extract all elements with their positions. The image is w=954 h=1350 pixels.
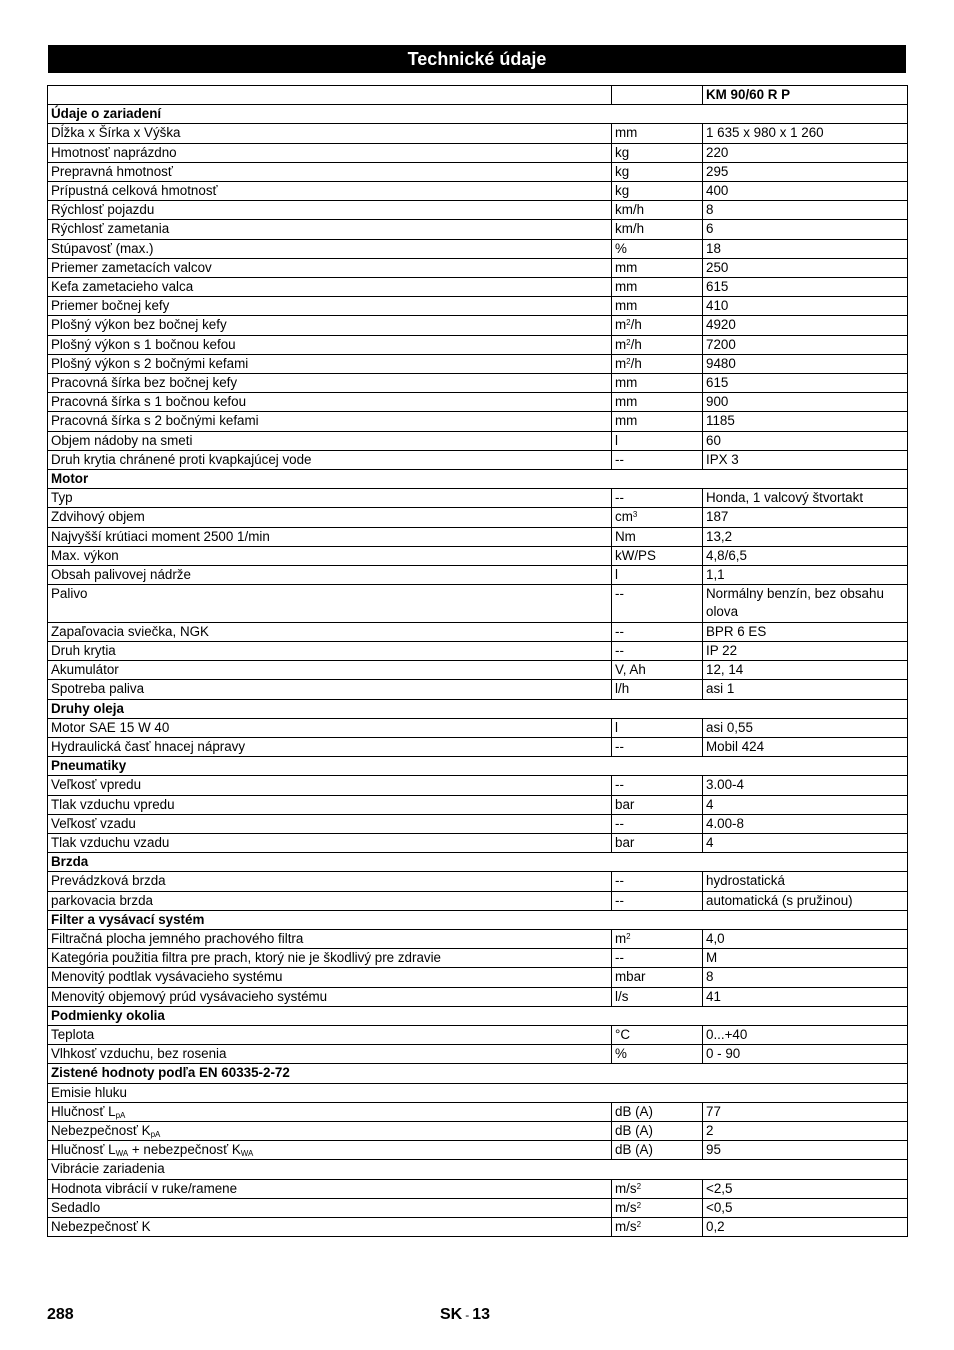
table-row [48, 661, 908, 680]
row-unit: km/h [612, 220, 703, 239]
row-value: 4920 [703, 316, 908, 335]
table-row [48, 182, 908, 201]
row-value: <0,5 [703, 1198, 908, 1217]
row-value: 12, 14 [703, 661, 908, 680]
row-value: Mobil 424 [703, 737, 908, 756]
row-unit: -- [612, 641, 703, 660]
row-unit: V, Ah [612, 661, 703, 680]
row-label: Rýchlosť pojazdu [48, 201, 612, 220]
row-unit: mm [612, 278, 703, 297]
table-row [48, 201, 908, 220]
row-value: 0 - 90 [703, 1045, 908, 1064]
table-row [48, 1179, 908, 1198]
row-label: Veľkosť vpredu [48, 776, 612, 795]
row-unit: -- [612, 585, 703, 622]
row-unit: Nm [612, 527, 703, 546]
table-row [48, 1141, 908, 1160]
row-value: 7200 [703, 335, 908, 354]
table-row [48, 949, 908, 968]
row-unit: -- [612, 776, 703, 795]
table-row [48, 1198, 908, 1217]
row-value: 13,2 [703, 527, 908, 546]
table-row [48, 489, 908, 508]
row-label: Obsah palivovej nádrže [48, 566, 612, 585]
row-label: Pracovná šírka s 2 bočnými kefami [48, 412, 612, 431]
table-row [48, 162, 908, 181]
row-unit: $m^2$ [612, 929, 703, 948]
section-header-row [48, 757, 908, 776]
row-unit: -- [612, 489, 703, 508]
row-unit: l [612, 566, 703, 585]
row-value: 4,8/6,5 [703, 546, 908, 565]
table-row [48, 1025, 908, 1044]
row-unit: kg [612, 182, 703, 201]
row-value: 18 [703, 239, 908, 258]
row-label: Pracovná šírka bez bočnej kefy [48, 374, 612, 393]
subsection-label: Emisie hluku [48, 1083, 908, 1102]
section-header-row [48, 1064, 908, 1083]
row-unit: -- [612, 737, 703, 756]
row-value: IP 22 [703, 641, 908, 660]
table-row [48, 641, 908, 660]
row-label: Priemer zametacích valcov [48, 258, 612, 277]
row-unit: km/h [612, 201, 703, 220]
row-label: Druh krytia [48, 641, 612, 660]
row-unit: -- [612, 872, 703, 891]
section-label: Údaje o zariadení [48, 105, 908, 124]
table-row [48, 622, 908, 641]
row-label: Nebezpečnosť $K_{pA}$ [48, 1121, 612, 1140]
row-unit: $m/s^2$ [612, 1198, 703, 1217]
section-label: Druhy oleja [48, 699, 908, 718]
table-row [48, 968, 908, 987]
table-row [48, 776, 908, 795]
row-unit: l [612, 431, 703, 450]
row-value: 4.00-8 [703, 814, 908, 833]
row-unit: kg [612, 162, 703, 181]
table-row [48, 508, 908, 527]
table-row [48, 585, 908, 622]
row-label: Objem nádoby na smeti [48, 431, 612, 450]
table-row [48, 374, 908, 393]
row-value: 8 [703, 968, 908, 987]
table-row [48, 143, 908, 162]
table-row [48, 872, 908, 891]
table-row [48, 431, 908, 450]
row-unit: % [612, 1045, 703, 1064]
row-unit: % [612, 239, 703, 258]
table-row [48, 833, 908, 852]
row-value: 60 [703, 431, 908, 450]
header-empty-cell [48, 86, 612, 105]
table-row [48, 393, 908, 412]
section-label: Pneumatiky [48, 757, 908, 776]
row-value: 4,0 [703, 929, 908, 948]
row-value: asi 0,55 [703, 718, 908, 737]
row-label: Priemer bočnej kefy [48, 297, 612, 316]
row-value: <2,5 [703, 1179, 908, 1198]
table-row [48, 220, 908, 239]
row-value: 6 [703, 220, 908, 239]
table-row [48, 354, 908, 373]
row-value: 77 [703, 1102, 908, 1121]
row-value: 0,2 [703, 1217, 908, 1236]
row-unit: mm [612, 374, 703, 393]
footer-subpage: 13 [472, 1306, 491, 1323]
row-label: Prepravná hmotnosť [48, 162, 612, 181]
row-unit: -- [612, 450, 703, 469]
table-row [48, 1045, 908, 1064]
section-label: Motor [48, 470, 908, 489]
row-unit: dB (A) [612, 1141, 703, 1160]
table-row [48, 987, 908, 1006]
section-header-row [48, 470, 908, 489]
footer-section [440, 1306, 490, 1324]
row-unit: $cm^3$ [612, 508, 703, 527]
row-label: Prevádzková brzda [48, 872, 612, 891]
row-label: Nebezpečnosť K [48, 1217, 612, 1236]
table-row [48, 1121, 908, 1140]
section-label: Podmienky okolia [48, 1006, 908, 1025]
section-header-row [48, 853, 908, 872]
table-row [48, 546, 908, 565]
header-empty-cell [612, 86, 703, 105]
row-value: 410 [703, 297, 908, 316]
row-label: Filtračná plocha jemného prachového filtra [48, 929, 612, 948]
row-label: Plošný výkon bez bočnej kefy [48, 316, 612, 335]
row-label: Najvyšší krútiaci moment 2500 1/min [48, 527, 612, 546]
row-unit: bar [612, 795, 703, 814]
row-unit: mm [612, 297, 703, 316]
row-value: 900 [703, 393, 908, 412]
section-header-row [48, 699, 908, 718]
table-row [48, 680, 908, 699]
table-row [48, 1217, 908, 1236]
row-unit: mm [612, 258, 703, 277]
table-row [48, 929, 908, 948]
spec-table [47, 85, 908, 1237]
table-row [48, 297, 908, 316]
model-header: KM 90/60 R P [703, 86, 908, 105]
row-label: Zdvihový objem [48, 508, 612, 527]
row-unit: mbar [612, 968, 703, 987]
row-unit: dB (A) [612, 1102, 703, 1121]
table-row [48, 566, 908, 585]
row-unit: bar [612, 833, 703, 852]
row-unit: -- [612, 814, 703, 833]
row-label: Dĺžka x Šírka x Výška [48, 124, 612, 143]
table-row [48, 124, 908, 143]
row-value: 95 [703, 1141, 908, 1160]
row-label: Hmotnosť naprázdno [48, 143, 612, 162]
row-unit: -- [612, 891, 703, 910]
row-unit: $m^2/h$ [612, 335, 703, 354]
table-header-row [48, 86, 908, 105]
footer-separator: - [465, 1308, 470, 1322]
row-value: 0...+40 [703, 1025, 908, 1044]
row-value: 41 [703, 987, 908, 1006]
row-unit: dB (A) [612, 1121, 703, 1140]
page-title: Technické údaje [48, 45, 906, 73]
row-unit: $m^2/h$ [612, 316, 703, 335]
table-row [48, 239, 908, 258]
table-row [48, 814, 908, 833]
row-label: Hlučnosť $L_{pA}$ [48, 1102, 612, 1121]
row-label: Zapaľovacia sviečka, NGK [48, 622, 612, 641]
row-label: Hydraulická časť hnacej nápravy [48, 737, 612, 756]
row-label: Pracovná šírka s 1 bočnou kefou [48, 393, 612, 412]
table-row [48, 737, 908, 756]
row-label: Plošný výkon s 2 bočnými kefami [48, 354, 612, 373]
row-label: Akumulátor [48, 661, 612, 680]
row-unit: mm [612, 124, 703, 143]
row-label: parkovacia brzda [48, 891, 612, 910]
table-row [48, 891, 908, 910]
row-value: 187 [703, 508, 908, 527]
table-row [48, 258, 908, 277]
row-value: 615 [703, 374, 908, 393]
row-unit: l/s [612, 987, 703, 1006]
row-label: Menovitý podtlak vysávacieho systému [48, 968, 612, 987]
row-label: Typ [48, 489, 612, 508]
row-value: 400 [703, 182, 908, 201]
row-value: 1,1 [703, 566, 908, 585]
row-unit: -- [612, 622, 703, 641]
table-row [48, 335, 908, 354]
section-header-row [48, 1006, 908, 1025]
subsection-header-row [48, 1083, 908, 1102]
table-row [48, 412, 908, 431]
row-value: 220 [703, 143, 908, 162]
page-number: 288 [47, 1306, 74, 1323]
table-row [48, 316, 908, 335]
subsection-header-row [48, 1160, 908, 1179]
row-label: Motor SAE 15 W 40 [48, 718, 612, 737]
section-header-row [48, 105, 908, 124]
row-label: Kategória použitia filtra pre prach, ktorý nie je škodlivý pre zdravie [48, 949, 612, 968]
row-value: 4 [703, 795, 908, 814]
row-unit: $m^2/h$ [612, 354, 703, 373]
row-unit: l [612, 718, 703, 737]
row-label: Vlhkosť vzduchu, bez rosenia [48, 1045, 612, 1064]
section-label: Zistené hodnoty podľa EN 60335-2-72 [48, 1064, 908, 1083]
table-row [48, 278, 908, 297]
row-value: asi 1 [703, 680, 908, 699]
row-unit: $m/s^2$ [612, 1179, 703, 1198]
row-label: Druh krytia chránené proti kvapkajúcej vode [48, 450, 612, 469]
row-value: 1185 [703, 412, 908, 431]
table-row [48, 527, 908, 546]
row-value: Normálny benzín, bez obsahu olova [703, 585, 908, 622]
row-value: BPR 6 ES [703, 622, 908, 641]
row-unit: kg [612, 143, 703, 162]
section-header-row [48, 910, 908, 929]
row-value: 9480 [703, 354, 908, 373]
row-value: 4 [703, 833, 908, 852]
table-row [48, 1102, 908, 1121]
row-value: automatická (s pružinou) [703, 891, 908, 910]
row-unit: l/h [612, 680, 703, 699]
footer-lang: SK [440, 1306, 463, 1323]
row-label: Spotreba paliva [48, 680, 612, 699]
row-value: 295 [703, 162, 908, 181]
row-value: 3.00-4 [703, 776, 908, 795]
row-label: Palivo [48, 585, 612, 622]
row-value: 1 635 x 980 x 1 260 [703, 124, 908, 143]
row-value: hydrostatická [703, 872, 908, 891]
table-row [48, 718, 908, 737]
row-label: Tlak vzduchu vpredu [48, 795, 612, 814]
row-value: IPX 3 [703, 450, 908, 469]
section-label: Brzda [48, 853, 908, 872]
row-label: Menovitý objemový prúd vysávacieho systému [48, 987, 612, 1006]
row-value: 250 [703, 258, 908, 277]
row-label: Kefa zametacieho valca [48, 278, 612, 297]
row-label: Rýchlosť zametania [48, 220, 612, 239]
row-unit: mm [612, 393, 703, 412]
row-unit: mm [612, 412, 703, 431]
row-label: Teplota [48, 1025, 612, 1044]
row-unit: kW/PS [612, 546, 703, 565]
row-value: 8 [703, 201, 908, 220]
row-label: Tlak vzduchu vzadu [48, 833, 612, 852]
row-value: 615 [703, 278, 908, 297]
row-value: M [703, 949, 908, 968]
row-label: Hlučnosť $L_{WA}$ + nebezpečnosť $K_{WA}$ [48, 1141, 612, 1160]
table-row [48, 795, 908, 814]
row-unit: $m/s^2$ [612, 1217, 703, 1236]
row-label: Prípustná celková hmotnosť [48, 182, 612, 201]
row-label: Plošný výkon s 1 bočnou kefou [48, 335, 612, 354]
subsection-label: Vibrácie zariadenia [48, 1160, 908, 1179]
row-label: Stúpavosť (max.) [48, 239, 612, 258]
row-value: Honda, 1 valcový štvortakt [703, 489, 908, 508]
row-unit: -- [612, 949, 703, 968]
row-label: Hodnota vibrácií v ruke/ramene [48, 1179, 612, 1198]
section-label: Filter a vysávací systém [48, 910, 908, 929]
table-row [48, 450, 908, 469]
row-unit: °C [612, 1025, 703, 1044]
row-label: Sedadlo [48, 1198, 612, 1217]
row-label: Veľkosť vzadu [48, 814, 612, 833]
row-value: 2 [703, 1121, 908, 1140]
row-label: Max. výkon [48, 546, 612, 565]
